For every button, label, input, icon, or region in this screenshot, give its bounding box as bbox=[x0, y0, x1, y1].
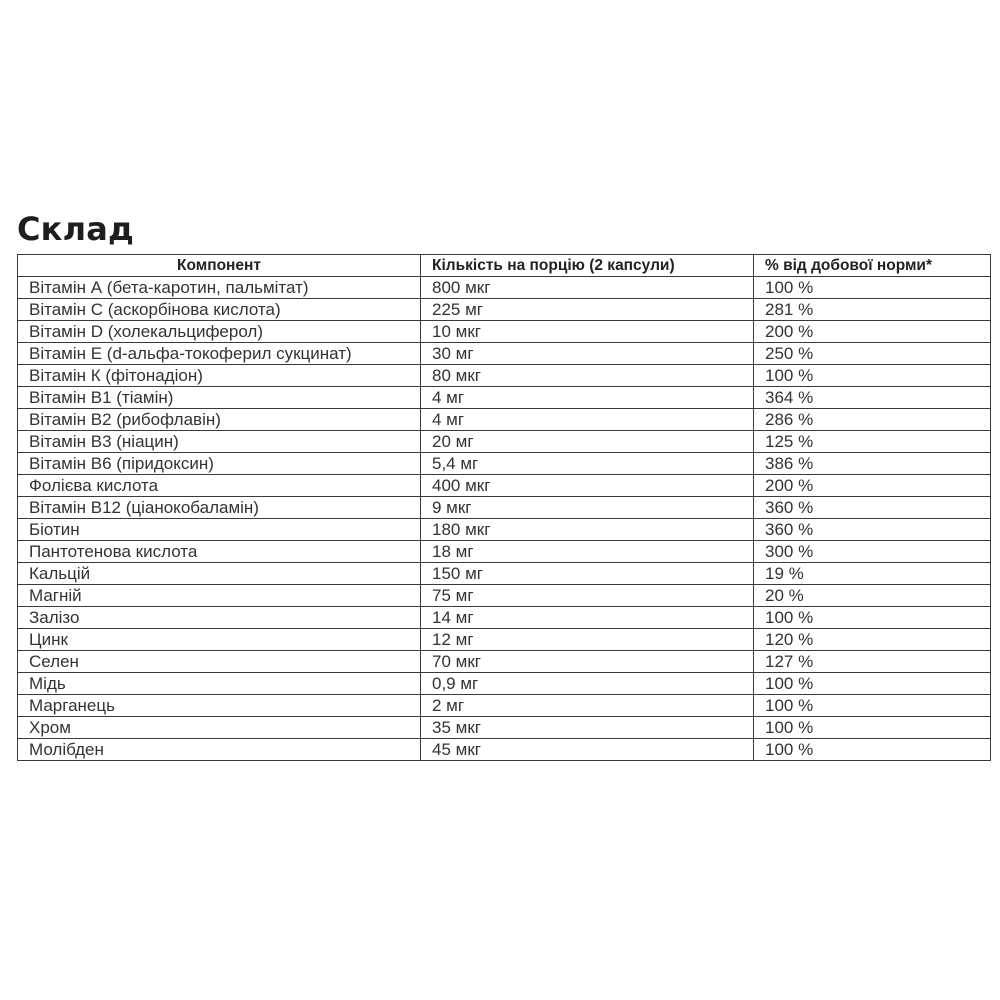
daily-value-cell: 286 % bbox=[754, 409, 991, 431]
amount-cell: 800 мкг bbox=[421, 277, 754, 299]
table-row bbox=[18, 739, 991, 761]
amount-cell: 18 мг bbox=[421, 541, 754, 563]
component-cell: Молібден bbox=[18, 739, 421, 761]
amount-cell: 4 мг bbox=[421, 387, 754, 409]
amount-cell: 5,4 мг bbox=[421, 453, 754, 475]
daily-value-cell: 127 % bbox=[754, 651, 991, 673]
component-cell: Селен bbox=[18, 651, 421, 673]
daily-value-cell: 100 % bbox=[754, 607, 991, 629]
component-cell: Мідь bbox=[18, 673, 421, 695]
table-row bbox=[18, 277, 991, 299]
component-cell: Вітамін С (аскорбінова кислота) bbox=[18, 299, 421, 321]
daily-value-cell: 125 % bbox=[754, 431, 991, 453]
table-row bbox=[18, 651, 991, 673]
table-row bbox=[18, 299, 991, 321]
table-row bbox=[18, 585, 991, 607]
component-cell: Пантотенова кислота bbox=[18, 541, 421, 563]
table-row bbox=[18, 629, 991, 651]
table-row bbox=[18, 321, 991, 343]
daily-value-cell: 281 % bbox=[754, 299, 991, 321]
amount-cell: 45 мкг bbox=[421, 739, 754, 761]
table-row bbox=[18, 673, 991, 695]
daily-value-cell: 200 % bbox=[754, 475, 991, 497]
amount-cell: 70 мкг bbox=[421, 651, 754, 673]
composition-table bbox=[17, 254, 991, 761]
component-cell: Вітамін Е (d-альфа-токоферил сукцинат) bbox=[18, 343, 421, 365]
amount-cell: 0,9 мг bbox=[421, 673, 754, 695]
daily-value-cell: 200 % bbox=[754, 321, 991, 343]
daily-value-cell: 20 % bbox=[754, 585, 991, 607]
amount-cell: 35 мкг bbox=[421, 717, 754, 739]
component-cell: Вітамін В2 (рибофлавін) bbox=[18, 409, 421, 431]
table-row bbox=[18, 475, 991, 497]
table-row bbox=[18, 453, 991, 475]
component-cell: Вітамін К (фітонадіон) bbox=[18, 365, 421, 387]
amount-cell: 180 мкг bbox=[421, 519, 754, 541]
component-cell: Вітамін D (холекальциферол) bbox=[18, 321, 421, 343]
amount-cell: 10 мкг bbox=[421, 321, 754, 343]
table-row bbox=[18, 519, 991, 541]
amount-cell: 150 мг bbox=[421, 563, 754, 585]
amount-cell: 80 мкг bbox=[421, 365, 754, 387]
daily-value-cell: 360 % bbox=[754, 497, 991, 519]
daily-value-cell: 300 % bbox=[754, 541, 991, 563]
daily-value-cell: 120 % bbox=[754, 629, 991, 651]
table-row bbox=[18, 563, 991, 585]
daily-value-cell: 386 % bbox=[754, 453, 991, 475]
component-cell: Магній bbox=[18, 585, 421, 607]
daily-value-cell: 364 % bbox=[754, 387, 991, 409]
amount-cell: 225 мг bbox=[421, 299, 754, 321]
component-cell: Цинк bbox=[18, 629, 421, 651]
header-daily-value-percent: % від добової норми* bbox=[754, 255, 991, 277]
daily-value-cell: 250 % bbox=[754, 343, 991, 365]
daily-value-cell: 100 % bbox=[754, 277, 991, 299]
amount-cell: 75 мг bbox=[421, 585, 754, 607]
table-row bbox=[18, 497, 991, 519]
daily-value-cell: 360 % bbox=[754, 519, 991, 541]
component-cell: Вітамін В12 (ціанокобаламін) bbox=[18, 497, 421, 519]
table-row bbox=[18, 607, 991, 629]
component-cell: Вітамін В6 (піридоксин) bbox=[18, 453, 421, 475]
amount-cell: 14 мг bbox=[421, 607, 754, 629]
amount-cell: 12 мг bbox=[421, 629, 754, 651]
daily-value-cell: 100 % bbox=[754, 739, 991, 761]
component-cell: Вітамін В1 (тіамін) bbox=[18, 387, 421, 409]
component-cell: Біотин bbox=[18, 519, 421, 541]
amount-cell: 400 мкг bbox=[421, 475, 754, 497]
component-cell: Вітамін В3 (ніацин) bbox=[18, 431, 421, 453]
table-row bbox=[18, 695, 991, 717]
daily-value-cell: 100 % bbox=[754, 365, 991, 387]
table-row bbox=[18, 343, 991, 365]
amount-cell: 20 мг bbox=[421, 431, 754, 453]
table-row bbox=[18, 541, 991, 563]
component-cell: Залізо bbox=[18, 607, 421, 629]
amount-cell: 30 мг bbox=[421, 343, 754, 365]
table-row bbox=[18, 717, 991, 739]
table-row bbox=[18, 431, 991, 453]
daily-value-cell: 19 % bbox=[754, 563, 991, 585]
component-cell: Марганець bbox=[18, 695, 421, 717]
component-cell: Кальцій bbox=[18, 563, 421, 585]
component-cell: Фолієва кислота bbox=[18, 475, 421, 497]
table-row bbox=[18, 409, 991, 431]
table-header-row bbox=[18, 255, 991, 277]
daily-value-cell: 100 % bbox=[754, 695, 991, 717]
amount-cell: 9 мкг bbox=[421, 497, 754, 519]
amount-cell: 4 мг bbox=[421, 409, 754, 431]
page-title: Склад bbox=[17, 210, 135, 248]
header-component: Компонент bbox=[18, 255, 421, 277]
component-cell: Вітамін А (бета-каротин, пальмітат) bbox=[18, 277, 421, 299]
header-amount-per-serving: Кількість на порцію (2 капсули) bbox=[421, 255, 754, 277]
table-row bbox=[18, 365, 991, 387]
table-row bbox=[18, 387, 991, 409]
amount-cell: 2 мг bbox=[421, 695, 754, 717]
component-cell: Хром bbox=[18, 717, 421, 739]
daily-value-cell: 100 % bbox=[754, 717, 991, 739]
table-body bbox=[18, 277, 991, 761]
daily-value-cell: 100 % bbox=[754, 673, 991, 695]
